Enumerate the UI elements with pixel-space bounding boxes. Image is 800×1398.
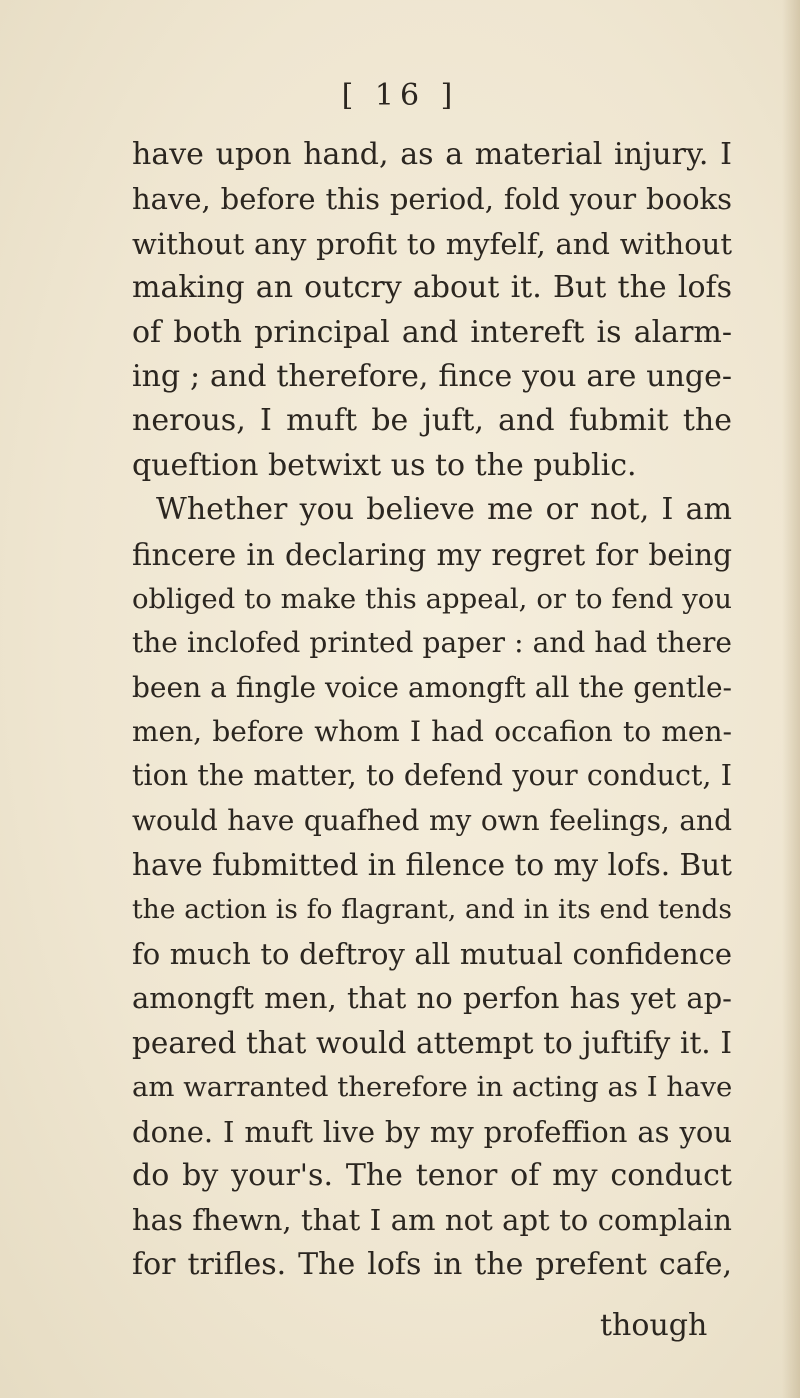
page-edge-shadow	[782, 0, 800, 1398]
text-line: fincere in declaring my regret for being	[132, 537, 732, 572]
text-line: Whether you believe me or not, I am	[156, 492, 732, 528]
text-line: the action is fo flagrant, and in its end tends	[132, 893, 732, 925]
text-line: for trifles. The lofs in the prefent cafe,	[132, 1246, 732, 1282]
text-line: making an outcry about it. But the lofs	[132, 270, 732, 306]
text-line: would have quafhed my own feelings, and	[132, 803, 732, 837]
text-line: fo much to deftroy all mutual confidence	[132, 937, 732, 972]
text-line: nerous, I muft be juft, and fubmit the	[132, 403, 732, 439]
text-line: without any profit to myfelf, and without	[132, 226, 732, 261]
body-text	[132, 133, 732, 1287]
text-line: has fhewn, that I am not apt to complain	[132, 1203, 732, 1238]
page-number-header: [ 16 ]	[341, 78, 459, 113]
text-line: obliged to make this appeal, or to fend you	[132, 582, 732, 615]
catchword: though	[600, 1308, 708, 1343]
text-line: peared that would attempt to juftify it. I	[132, 1025, 732, 1060]
text-line: queftion betwixt us to the public.	[132, 447, 637, 483]
text-line: men, before whom I had occafion to men-	[132, 715, 732, 749]
text-line: have fubmitted in filence to my lofs. But	[132, 848, 733, 883]
text-line: been a fingle voice amongft all the gentle-	[132, 670, 732, 704]
text-line: of both principal and intereft is alarm-	[132, 314, 732, 350]
text-line: the inclofed printed paper : and had there	[132, 626, 732, 660]
text-line: am warranted therefore in acting as I have	[132, 1071, 733, 1104]
text-line: have, before this period, fold your books	[132, 182, 732, 217]
text-line: tion the matter, to defend your conduct, I	[132, 759, 732, 793]
text-line: amongft men, that no perfon has yet ap-	[132, 981, 732, 1016]
text-line: done. I muft live by my profeffion as you	[132, 1114, 732, 1149]
text-line: ing ; and therefore, fince you are unge-	[132, 358, 732, 394]
text-line: do by your's. The tenor of my conduct	[132, 1157, 732, 1193]
text-line: have upon hand, as a material injury. I	[132, 137, 732, 172]
